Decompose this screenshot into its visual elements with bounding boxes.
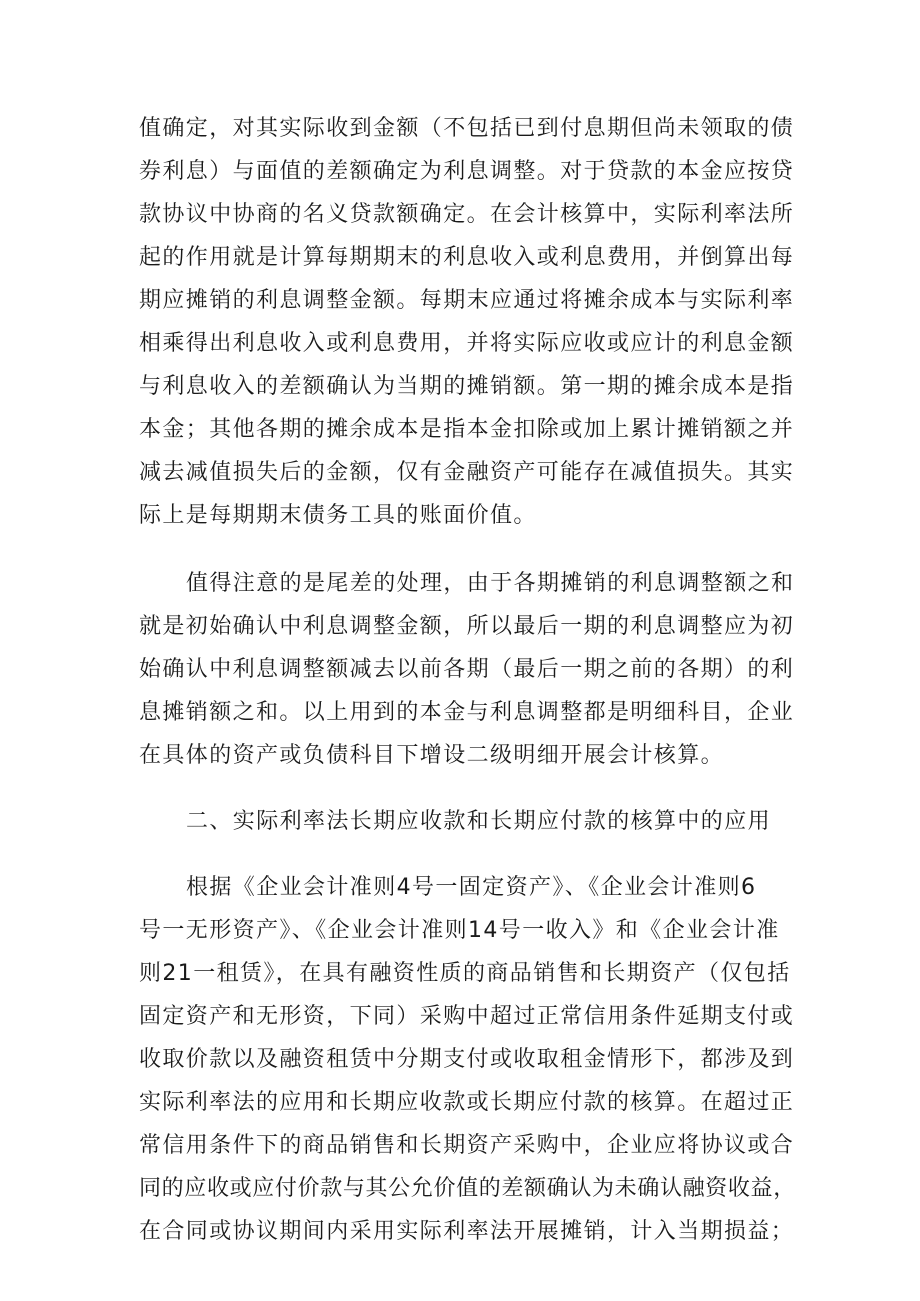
paragraph-3-line-9: 在合同或协议期间内采用实际利率法开展摊销，计入当期损益； xyxy=(139,1219,795,1244)
paragraph-2-line-3: 始确认中利息调整额减去以前各期（最后一期之前的各期）的利 xyxy=(139,657,795,682)
paragraph-3-line-7: 常信用条件下的商品销售和长期资产采购中，企业应将协议或合 xyxy=(139,1133,795,1158)
paragraph-1-line-9: 减去减值损失后的金额，仅有金融资产可能存在减值损失。其实 xyxy=(139,460,795,485)
paragraph-2-line-5: 在具体的资产或负债科目下增设二级明细开展会计核算。 xyxy=(139,743,725,768)
paragraph-3-line-5: 收取价款以及融资租赁中分期支付或收取租金情形下，都涉及到 xyxy=(139,1047,795,1072)
paragraph-3-line-1: 根据《企业会计准则4号一固定资产》、《企业会计准则6 xyxy=(186,875,757,900)
paragraph-1-line-10: 际上是每期期末债务工具的账面价值。 xyxy=(139,503,537,528)
paragraph-2-line-4: 息摊销额之和。以上用到的本金与利息调整都是明细科目，企业 xyxy=(139,700,795,725)
paragraph-1-line-6: 相乘得出利息收入或利息费用，并将实际应收或应计的利息金额 xyxy=(139,331,795,356)
paragraph-1-line-8: 本金；其他各期的摊余成本是指本金扣除或加上累计摊销额之并 xyxy=(139,417,795,442)
paragraph-1-line-7: 与利息收入的差额确认为当期的摊销额。第一期的摊余成本是指 xyxy=(139,374,795,399)
paragraph-3-line-4: 固定资产和无形资，下同）采购中超过正常信用条件延期支付或 xyxy=(139,1004,795,1029)
paragraph-1-line-1: 值确定，对其实际收到金额（不包括已到付息期但尚未领取的债 xyxy=(139,116,795,141)
section-heading: 二、实际利率法长期应收款和长期应付款的核算中的应用 xyxy=(186,809,772,834)
paragraph-2-line-1: 值得注意的是尾差的处理，由于各期摊销的利息调整额之和 xyxy=(186,571,795,596)
paragraph-3-line-6: 实际利率法的应用和长期应收款或长期应付款的核算。在超过正 xyxy=(139,1090,795,1115)
paragraph-3-line-3: 则21一租赁》，在具有融资性质的商品销售和长期资产（仅包括 xyxy=(139,961,791,986)
paragraph-1-line-3: 款协议中协商的名义贷款额确定。在会计核算中，实际利率法所 xyxy=(139,202,795,227)
paragraph-3-line-8: 同的应收或应付价款与其公允价值的差额确认为未确认融资收益， xyxy=(139,1176,796,1201)
paragraph-3-line-2: 号一无形资产》、《企业会计准则14号一收入》和《企业会计准 xyxy=(139,918,780,943)
paragraph-1-line-5: 期应摊销的利息调整金额。每期末应通过将摊余成本与实际利率 xyxy=(139,288,795,313)
paragraph-1-line-2: 券利息）与面值的差额确定为利息调整。对于贷款的本金应按贷 xyxy=(139,159,795,184)
paragraph-1-line-4: 起的作用就是计算每期期末的利息收入或利息费用，并倒算出每 xyxy=(139,245,795,270)
paragraph-2-line-2: 就是初始确认中利息调整金额，所以最后一期的利息调整应为初 xyxy=(139,614,795,639)
